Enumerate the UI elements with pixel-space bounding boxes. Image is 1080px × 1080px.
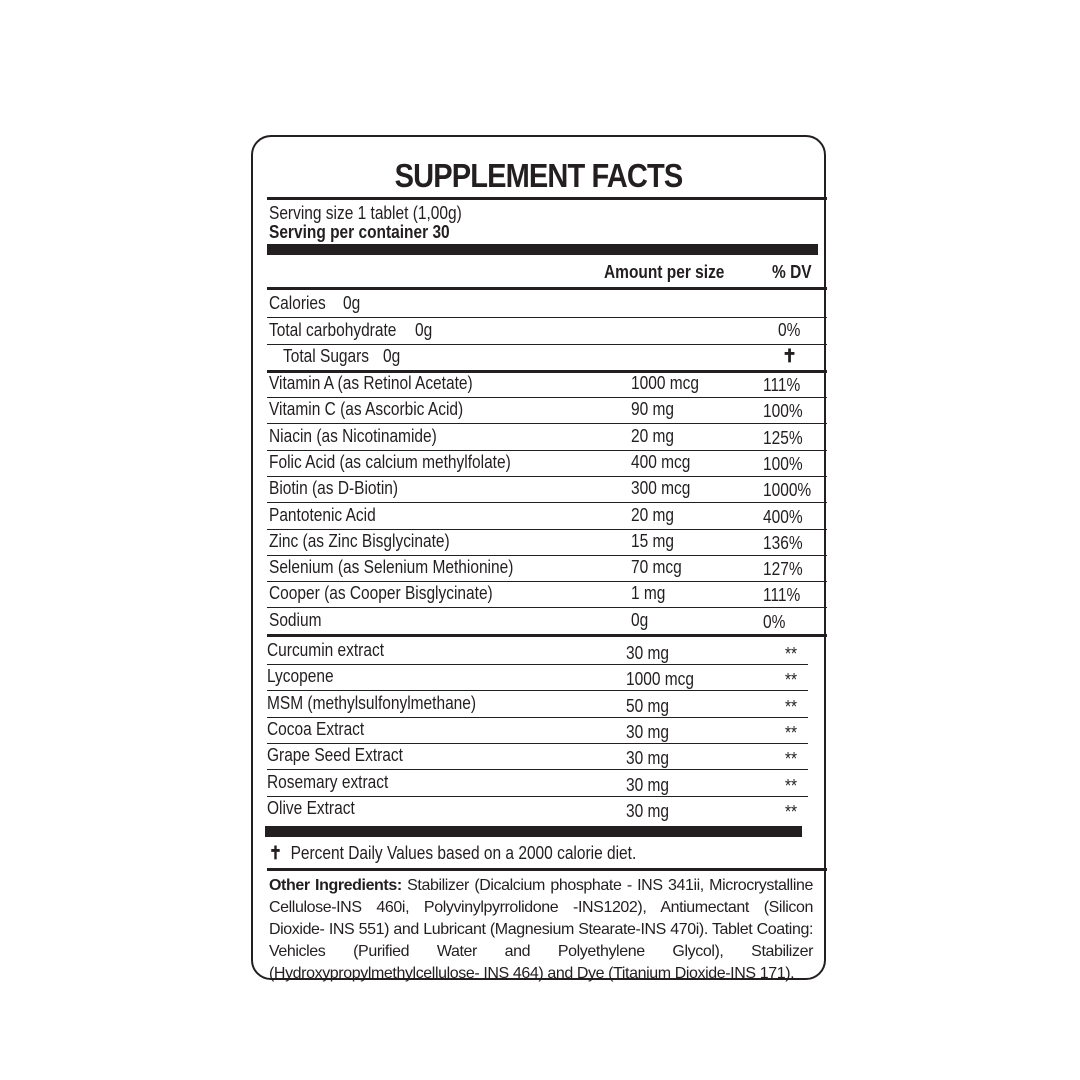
extract-amount: 30 mg	[626, 800, 670, 821]
nutrient-dv: 111%	[763, 585, 801, 606]
row-divider	[267, 607, 827, 608]
extract-name: Olive Extract	[267, 797, 355, 818]
footnote-text: Percent Daily Values based on a 2000 calorie diet.	[290, 843, 637, 863]
basic-dv: 0%	[778, 320, 801, 340]
header-rule	[267, 287, 827, 290]
basic-amount: 0g	[383, 346, 401, 366]
nutrient-amount: 20 mg	[631, 425, 675, 446]
extract-name: Cocoa Extract	[267, 718, 365, 739]
other-ingredients-text: Stabilizer (Dicalcium phosphate - INS 341ii, Microcrystalline Cellulose-INS 460i, Polyvinylpyrrolidone -INS1202), Antiumectant (Silicon Dioxide- INS 551) and Lubricant (Magnesium Stearate-INS 470i). Tablet Coating: Vehicles (Purified Water and Polyethylene Glycol), Stabilizer (Hydroxypropylmethylcellulose- INS 464) and Dye (Titanium Dioxide-INS 171).	[269, 877, 813, 982]
extract-dv: **	[785, 722, 798, 743]
nutrient-amount: 1000 mcg	[631, 373, 699, 393]
nutrient-name: Biotin (as D-Biotin)	[269, 478, 399, 499]
extract-amount: 1000 mcg	[626, 669, 694, 690]
extract-dv: **	[785, 696, 798, 717]
amount-header: Amount per size	[604, 262, 725, 282]
nutrient-name: Pantotenic Acid	[269, 504, 376, 525]
basic-name: Calories	[269, 293, 326, 313]
extract-dv: **	[785, 801, 798, 822]
extract-name: MSM (methylsulfonylmethane)	[267, 692, 477, 713]
nutrient-dv: 125%	[763, 427, 803, 448]
dv-header: % DV	[772, 262, 812, 282]
row-divider	[267, 317, 827, 318]
nutrient-dv: 111%	[763, 375, 801, 395]
dagger-symbol: ✝	[782, 346, 798, 366]
other-ingredients	[269, 875, 813, 985]
dagger-symbol: ✝	[269, 843, 282, 863]
nutrient-dv: 0%	[763, 611, 786, 632]
nutrient-dv: 100%	[763, 401, 803, 422]
row-divider	[267, 450, 827, 451]
extract-amount: 30 mg	[626, 643, 670, 663]
row-divider	[267, 555, 827, 556]
section-rule	[267, 634, 827, 637]
serving-size: Serving size 1 tablet (1,00g)	[269, 203, 462, 223]
row-divider	[267, 743, 808, 744]
basic-amount: 0g	[343, 293, 361, 313]
extract-dv: **	[785, 644, 798, 664]
nutrient-amount: 90 mg	[631, 399, 675, 420]
basic-amount: 0g	[415, 320, 433, 340]
nutrient-dv: 127%	[763, 559, 803, 580]
extract-name: Lycopene	[267, 666, 334, 687]
extract-name: Rosemary extract	[267, 771, 389, 792]
extract-dv: **	[785, 749, 798, 770]
extract-amount: 30 mg	[626, 774, 670, 795]
extract-amount: 50 mg	[626, 695, 670, 716]
nutrient-amount: 70 mcg	[631, 557, 682, 578]
nutrient-name: Vitamin A (as Retinol Acetate)	[269, 373, 473, 393]
row-divider	[267, 664, 808, 665]
row-divider	[267, 476, 827, 477]
row-divider	[267, 581, 827, 582]
supplement-facts-panel	[251, 135, 826, 980]
nutrient-dv: 136%	[763, 532, 803, 553]
nutrient-amount: 0g	[631, 609, 649, 630]
row-divider	[267, 529, 827, 530]
extract-dv: **	[785, 670, 798, 691]
nutrient-amount: 1 mg	[631, 583, 666, 604]
row-divider	[267, 344, 827, 345]
row-divider	[267, 397, 827, 398]
nutrient-dv: 1000%	[763, 480, 812, 501]
nutrient-dv: 100%	[763, 453, 803, 474]
other-ingredients-label: Other Ingredients:	[269, 877, 402, 894]
footnote-rule	[267, 868, 827, 871]
nutrient-name: Sodium	[269, 609, 322, 630]
footnote	[269, 843, 636, 863]
thick-rule-bottom	[265, 826, 802, 837]
row-divider	[267, 690, 808, 691]
extract-name: Curcumin extract	[267, 640, 385, 660]
row-divider	[267, 423, 827, 424]
extract-dv: **	[785, 775, 798, 796]
row-divider	[267, 796, 808, 797]
extract-name: Grape Seed Extract	[267, 745, 403, 766]
nutrient-amount: 400 mcg	[631, 451, 691, 472]
row-divider	[267, 502, 827, 503]
extract-amount: 30 mg	[626, 721, 670, 742]
nutrient-name: Niacin (as Nicotinamide)	[269, 425, 437, 446]
nutrient-name: Zinc (as Zinc Bisglycinate)	[269, 530, 450, 551]
nutrient-name: Folic Acid (as calcium methylfolate)	[269, 451, 511, 472]
nutrient-name: Selenium (as Selenium Methionine)	[269, 557, 514, 578]
thick-rule-top	[267, 244, 818, 255]
servings-per-container: Serving per container 30	[269, 222, 450, 242]
nutrient-dv: 400%	[763, 506, 803, 527]
nutrient-name: Cooper (as Cooper Bisglycinate)	[269, 583, 493, 604]
title-rule	[267, 197, 827, 200]
nutrient-amount: 300 mcg	[631, 478, 691, 499]
nutrient-amount: 15 mg	[631, 530, 675, 551]
basic-name: Total carbohydrate	[269, 320, 397, 340]
panel-title: SUPPLEMENT FACTS	[394, 157, 683, 194]
row-divider	[267, 769, 808, 770]
nutrient-amount: 20 mg	[631, 504, 675, 525]
basic-name: Total Sugars	[283, 346, 370, 366]
nutrient-name: Vitamin C (as Ascorbic Acid)	[269, 399, 464, 420]
extract-amount: 30 mg	[626, 748, 670, 769]
row-divider	[267, 717, 808, 718]
